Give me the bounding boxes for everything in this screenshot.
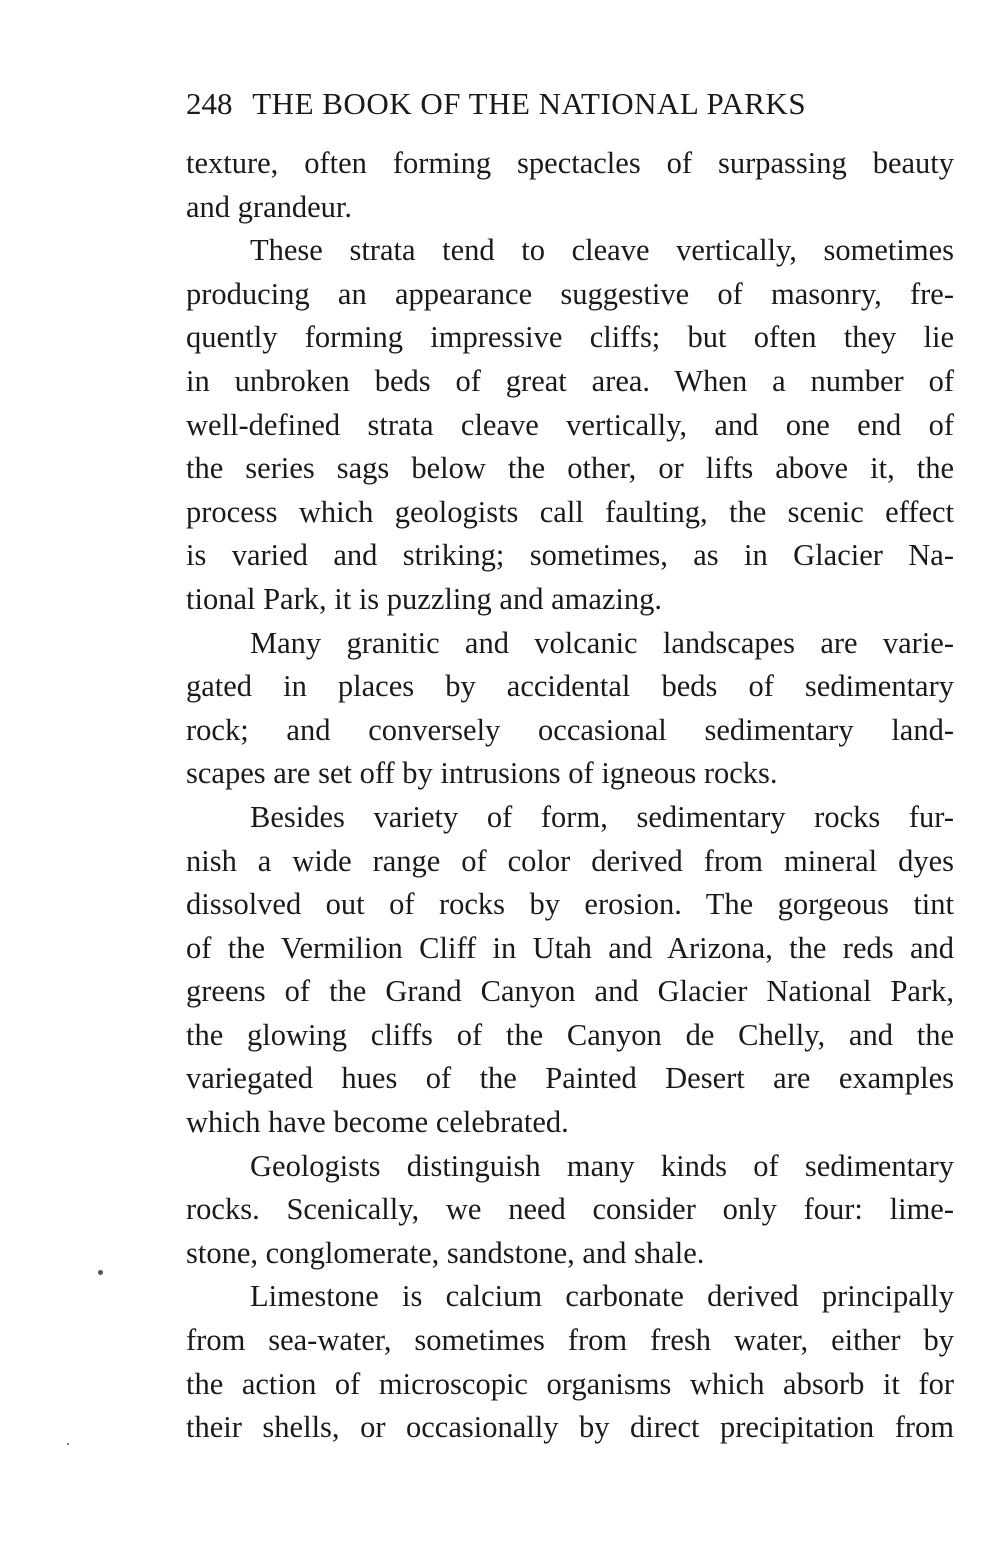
text-line: dissolved out of rocks by erosion. The gorgeous tint bbox=[186, 887, 954, 922]
text-line: producing an appearance suggestive of masonry, fre- bbox=[186, 276, 954, 311]
text-line: rocks. Scenically, we need consider only four: lime- bbox=[186, 1192, 954, 1227]
text-line: and grandeur. bbox=[186, 189, 352, 224]
text-line: gated in places by accidental beds of sedimentary bbox=[186, 669, 954, 704]
text-line: nish a wide range of color derived from mineral dyes bbox=[186, 843, 954, 878]
text-line: These strata tend to cleave vertically, sometimes bbox=[250, 233, 954, 268]
body-text bbox=[186, 142, 954, 1450]
text-line: from sea-water, sometimes from fresh water, either by bbox=[186, 1323, 954, 1358]
text-line: the series sags below the other, or lifts above it, the bbox=[186, 451, 954, 486]
page-number: 248 bbox=[186, 86, 233, 121]
scan-speck bbox=[98, 1270, 103, 1275]
text-line: rock; and conversely occasional sedimentary land- bbox=[186, 712, 954, 747]
text-line: well-defined strata cleave vertically, and one end of bbox=[186, 407, 954, 442]
text-line: quently forming impressive cliffs; but often they lie bbox=[186, 320, 954, 355]
scan-speck bbox=[67, 1443, 69, 1445]
text-line: texture, often forming spectacles of surpassing beauty bbox=[186, 146, 954, 180]
text-line: Many granitic and volcanic landscapes are varie- bbox=[250, 625, 954, 660]
text-line: of the Vermilion Cliff in Utah and Arizona, the reds and bbox=[186, 930, 954, 965]
text-line: variegated hues of the Painted Desert are examples bbox=[186, 1061, 954, 1096]
page-header bbox=[186, 82, 954, 126]
text-line: is varied and striking; sometimes, as in Glacier Na- bbox=[186, 538, 954, 573]
text-line: Geologists distinguish many kinds of sedimentary bbox=[250, 1148, 954, 1183]
running-title: THE BOOK OF THE NATIONAL PARKS bbox=[252, 86, 807, 121]
text-line: Limestone is calcium carbonate derived principally bbox=[250, 1279, 954, 1314]
text-line: greens of the Grand Canyon and Glacier National Park, bbox=[186, 974, 954, 1009]
text-line: Besides variety of form, sedimentary rocks fur- bbox=[250, 799, 954, 834]
text-line: stone, conglomerate, sandstone, and shale. bbox=[186, 1235, 705, 1270]
text-line: the action of microscopic organisms which absorb it for bbox=[186, 1366, 954, 1401]
text-line: process which geologists call faulting, the scenic effect bbox=[186, 494, 954, 529]
text-line: in unbroken beds of great area. When a number of bbox=[186, 363, 954, 398]
text-line: which have become celebrated. bbox=[186, 1105, 569, 1140]
text-line: scapes are set off by intrusions of igneous rocks. bbox=[186, 756, 778, 791]
text-line: their shells, or occasionally by direct precipitation from bbox=[186, 1410, 954, 1445]
text-line: tional Park, it is puzzling and amazing. bbox=[186, 581, 663, 616]
text-line: the glowing cliffs of the Canyon de Chelly, and the bbox=[186, 1017, 954, 1052]
